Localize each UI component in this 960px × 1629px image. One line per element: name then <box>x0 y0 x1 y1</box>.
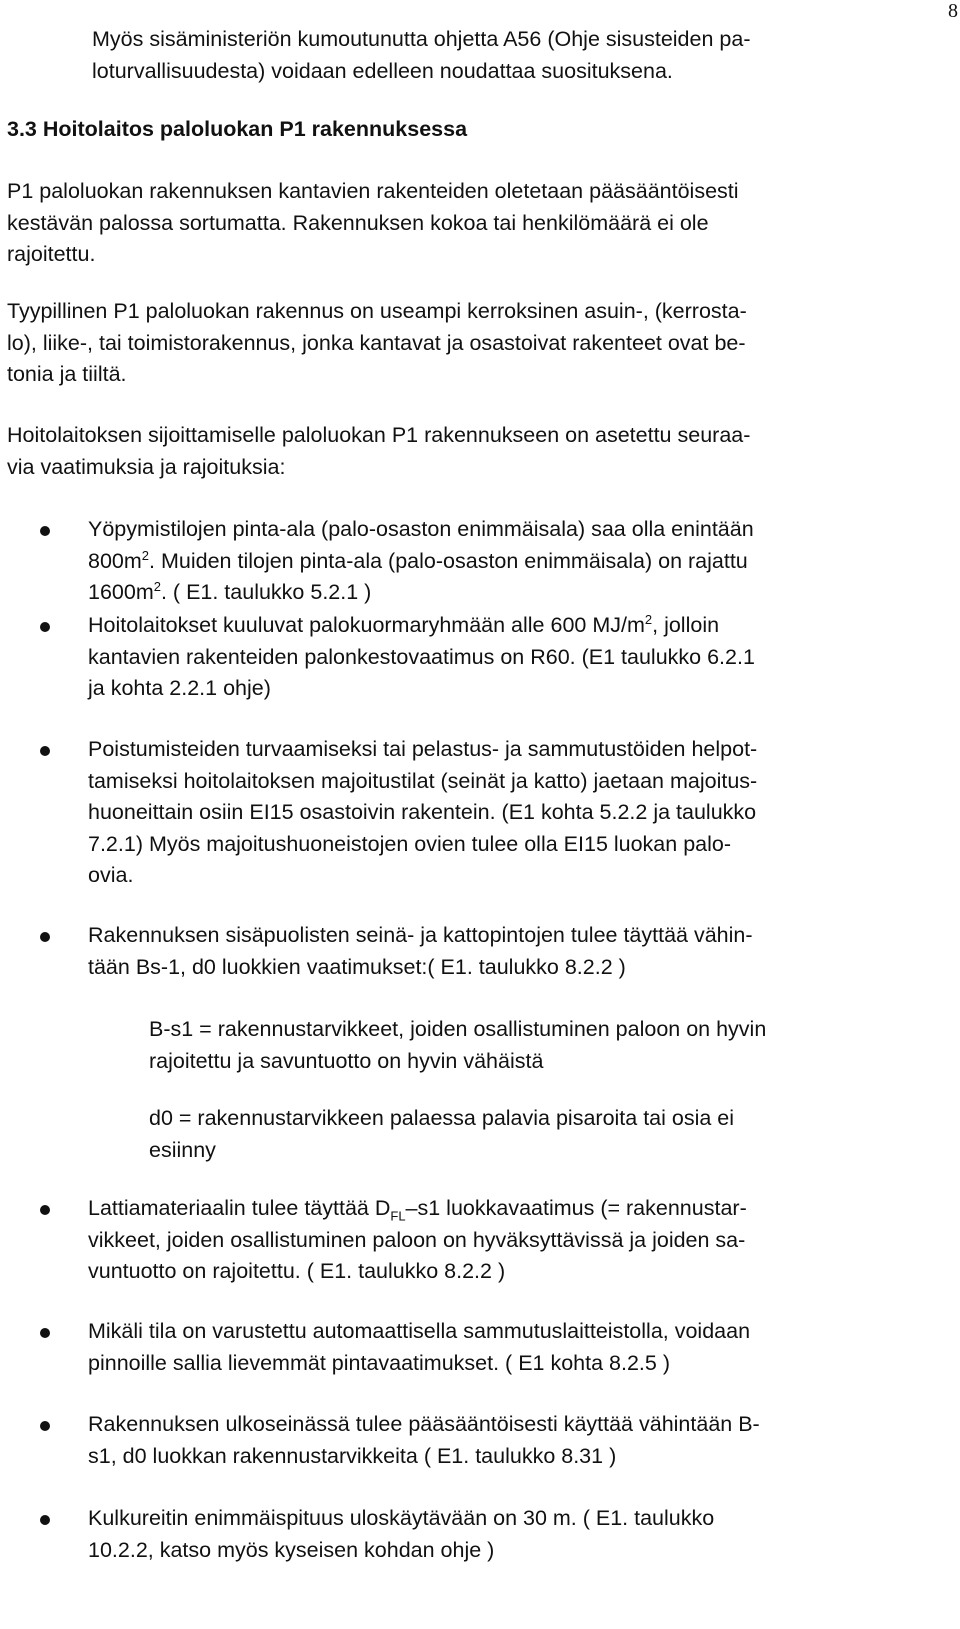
bullet-item-3 <box>88 734 757 892</box>
bullet-3-line-5: ovia. <box>88 863 134 887</box>
bullet-icon <box>40 622 50 632</box>
bullet-icon <box>40 1421 50 1431</box>
definition-d0-line-2: esiinny <box>149 1137 216 1162</box>
bullet-8-line-1: Kulkureitin enimmäispituus uloskäytävään on 30 m. ( E1. taulukko <box>88 1506 715 1530</box>
definition-d0 <box>149 1103 734 1166</box>
bullet-4-line-2: tään Bs-1, d0 luokkien vaatimukset:( E1. taulukko 8.2.2 ) <box>88 954 626 979</box>
bullet-3-line-4: 7.2.1) Myös majoitushuoneistojen ovien tulee olla EI15 luokan palo- <box>88 831 732 856</box>
bullet-1-line-1: Yöpymistilojen pinta-ala (palo-osaston enimmäisala) saa olla enintään <box>88 517 754 541</box>
bullet-item-4 <box>88 920 753 983</box>
paragraph-2-line-1: Tyypillinen P1 paloluokan rakennus on useampi kerroksinen asuin-, (kerrosta- <box>7 299 747 323</box>
paragraph-2-line-3: tonia ja tiiltä. <box>7 362 127 386</box>
bullet-item-8 <box>88 1503 714 1566</box>
section-heading: 3.3 Hoitolaitos paloluokan P1 rakennuksessa <box>7 117 468 141</box>
paragraph-1-line-3: rajoitettu. <box>7 242 96 266</box>
bullet-icon <box>40 932 50 942</box>
definition-bs1-line-1: B-s1 = rakennustarvikkeet, joiden osallistuminen paloon on hyvin <box>149 1017 767 1041</box>
bullet-1-line-3: $1600m^2$. ( E1. taulukko 5.2.1 ) <box>88 578 372 604</box>
definition-d0-line-1: d0 = rakennustarvikkeen palaessa palavia pisaroita tai osia ei <box>149 1106 735 1130</box>
bullet-6-line-1: Mikäli tila on varustettu automaattisella sammutuslaitteistolla, voidaan <box>88 1319 751 1343</box>
bullet-item-6 <box>88 1316 750 1379</box>
paragraph-2-line-2: lo), liike-, tai toimistorakennus, jonka kantavat ja osastoivat rakenteet ovat be- <box>7 330 746 355</box>
paragraph-1-line-1: P1 paloluokan rakennuksen kantavien rakenteiden oletetaan pääsääntöisesti <box>7 179 739 203</box>
definition-bs1-line-2: rajoitettu ja savuntuotto on hyvin vähäistä <box>149 1048 544 1073</box>
bullet-3-line-2: tamiseksi hoitolaitoksen majoitustilat (seinät ja katto) jaetaan majoitus- <box>88 768 758 793</box>
bullet-6-line-2: pinnoille sallia lievemmät pintavaatimukset. ( E1 kohta 8.2.5 ) <box>88 1350 670 1375</box>
paragraph-1-line-2: kestävän palossa sortumatta. Rakennuksen kokoa tai henkilömäärä ei ole <box>7 210 709 235</box>
paragraph-3-line-1: Hoitolaitoksen sijoittamiselle paloluokan P1 rakennukseen on asetettu seuraa- <box>7 423 751 447</box>
bullet-7-line-2: s1, d0 luokkan rakennustarvikkeita ( E1. taulukko 8.31 ) <box>88 1443 617 1468</box>
bullet-5-line-1: Lattiamateriaalin tulee täyttää $D_{FL}-s1$ luokkavaatimus (= rakennustar- <box>88 1196 747 1224</box>
bullet-icon <box>40 746 50 756</box>
paragraph-3-line-2: via vaatimuksia ja rajoituksia: <box>7 454 286 479</box>
bullet-8-line-2: 10.2.2, katso myös kyseisen kohdan ohje ) <box>88 1537 495 1562</box>
bullet-item-2 <box>88 610 755 705</box>
definition-bs1 <box>149 1014 766 1077</box>
page-number: 8 <box>948 0 958 22</box>
bullet-5-line-2: vikkeet, joiden osallistuminen paloon on hyväksyttävissä ja joiden sa- <box>88 1227 746 1252</box>
intro-line-1: Myös sisäministeriön kumoutunutta ohjetta A56 (Ohje sisusteiden pa- <box>92 27 751 51</box>
paragraph-1 <box>7 176 739 271</box>
bullet-icon <box>40 1515 50 1525</box>
bullet-icon <box>40 1328 50 1338</box>
bullet-1-line-2: $800m^2$. Muiden tilojen pinta-ala (palo-osaston enimmäisala) on rajattu <box>88 547 748 573</box>
intro-line-2: loturvallisuudesta) voidaan edelleen noudattaa suosituksena. <box>92 58 673 83</box>
bullet-item-7 <box>88 1409 760 1472</box>
bullet-item-1 <box>88 514 754 609</box>
bullet-2-line-3: ja kohta 2.2.1 ohje) <box>88 676 271 700</box>
bullet-item-5 <box>88 1193 747 1288</box>
bullet-3-line-3: huoneittain osiin EI15 osastoivin rakentein. (E1 kohta 5.2.2 ja taulukko <box>88 800 757 824</box>
bullet-4-line-1: Rakennuksen sisäpuolisten seinä- ja kattopintojen tulee täyttää vähin- <box>88 923 753 947</box>
bullet-2-line-2: kantavien rakenteiden palonkestovaatimus on R60. (E1 taulukko 6.2.1 <box>88 644 755 669</box>
bullet-3-line-1: Poistumisteiden turvaamiseksi tai pelastus- ja sammutustöiden helpot- <box>88 737 758 761</box>
bullet-icon <box>40 526 50 536</box>
bullet-5-line-3: vuntuotto on rajoitettu. ( E1. taulukko 8.2.2 ) <box>88 1259 506 1283</box>
bullet-7-line-1: Rakennuksen ulkoseinässä tulee pääsääntöisesti käyttää vähintään B- <box>88 1412 760 1436</box>
paragraph-3 <box>7 420 750 483</box>
paragraph-2 <box>7 296 747 391</box>
bullet-icon <box>40 1205 50 1215</box>
intro-paragraph <box>92 24 750 87</box>
bullet-2-line-1: Hoitolaitokset kuuluvat palokuormaryhmään alle 600 $MJ/m^2$, jolloin <box>88 611 720 637</box>
